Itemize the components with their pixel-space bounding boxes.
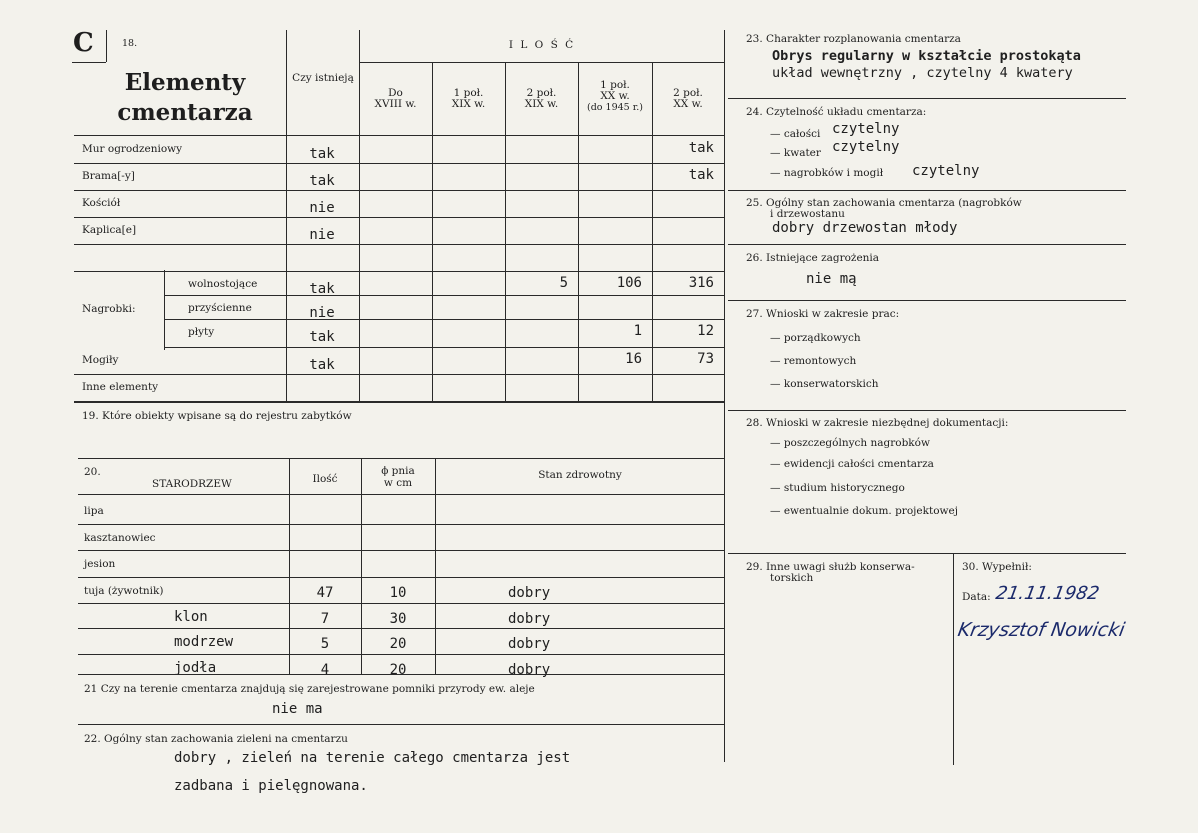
s20-col3 [435, 458, 436, 674]
s28-item3: — studium historycznego [770, 482, 905, 494]
s24-item2-value: czytelny [832, 139, 900, 155]
row-label-3: Kaplica[e] [82, 224, 137, 236]
tree-name-2: jesion [84, 558, 116, 570]
section-letter: C [73, 28, 94, 58]
row-5-col-2: 5 [559, 275, 568, 291]
row-7-col-4: 12 [697, 323, 714, 339]
s27-item2: — remontowych [770, 355, 857, 367]
tree-name-0: lipa [84, 505, 104, 517]
card-title-line2: cmentarza [117, 99, 253, 126]
s20-top [78, 458, 724, 459]
tree-line-5 [78, 654, 724, 655]
row-line-2 [74, 217, 724, 218]
s28-item4: — ewentualnie dokum. projektowej [770, 505, 958, 517]
row-czy-7: tak [309, 329, 335, 345]
tree-name-4: klon [174, 609, 208, 625]
s26-value: nie mą [806, 271, 857, 287]
tree-ilosc-5: 5 [320, 636, 330, 652]
tree-ilosc-6: 4 [320, 662, 330, 678]
tree-stan-3: dobry [508, 585, 551, 601]
row-7-col-3: 1 [633, 323, 642, 339]
tree-name-5: modrzew [174, 634, 234, 650]
s30-signature: Krzysztof Nowicki [956, 619, 1127, 641]
s25-value: dobry drzewostan młody [772, 220, 958, 236]
card-title [90, 68, 280, 128]
s20-col-pnia: ϕ pnia [381, 465, 415, 477]
s20-header-bottom [78, 494, 724, 495]
s30-date: 21.11.1982 [994, 583, 1101, 604]
s26-label: 26. Istniejące zagrożenia [746, 252, 880, 264]
row-line-1 [74, 190, 724, 191]
s24-item3-value: czytelny [912, 163, 980, 179]
row-line-7 [164, 347, 724, 348]
tree-pien-5: 20 [389, 636, 407, 652]
s29-s30-divider [953, 553, 954, 765]
s24-item3-label: — nagrobków i mogił [770, 167, 884, 179]
row-czy-5: tak [309, 281, 335, 297]
s19-top [74, 402, 724, 403]
tree-name-6: jodła [174, 660, 217, 676]
row-czy-6: nie [309, 305, 335, 321]
s22-label: 22. Ogólny stan zachowania zieleni na cmentarzu [84, 733, 348, 745]
tree-pien-6: 20 [389, 662, 407, 678]
row-line-6 [164, 319, 724, 320]
s27-item3: — konserwatorskich [770, 378, 879, 390]
letter-underline [72, 62, 106, 63]
field-number-18: 18. [122, 38, 138, 49]
row-1-col-4: tak [688, 167, 714, 183]
s24-item1-value: czytelny [832, 121, 900, 137]
row-czy-8: tak [309, 357, 335, 373]
nagrobki-divider [164, 270, 165, 350]
period-4-line1: 2 poł. [673, 87, 703, 99]
row-label-0: Mur ogrodzeniowy [82, 143, 183, 155]
s27-item1: — porządkowych [770, 332, 861, 344]
row-label-2: Kościół [82, 197, 121, 209]
row-line-5 [164, 295, 724, 296]
s23-line2: układ wewnętrzny , czytelny 4 kwatery [772, 65, 1073, 81]
period-3-line2: XX w. [600, 90, 630, 102]
s25-label1: 25. Ogólny stan zachowania cmentarza (nagrobków [746, 197, 1022, 209]
row-line-3 [74, 244, 724, 245]
period-1-line2: XIX w. [451, 98, 486, 110]
ilosc-header: I L O Ś Ć [508, 39, 576, 51]
s24-label: 24. Czytelność układu cmentarza: [746, 106, 927, 118]
row-line-4 [74, 271, 724, 272]
czy-istnieja-header: Czy istnieją [292, 72, 354, 84]
center-divider [724, 30, 725, 762]
row-czy-3: nie [309, 227, 335, 243]
s24-item2-label: — kwater [770, 147, 821, 159]
s20-col-ilosc: Ilość [312, 473, 338, 485]
period-4-line2: XX w. [673, 98, 703, 110]
row-0-col-4: tak [688, 140, 714, 156]
s30-data-label: Data: [962, 591, 991, 603]
s24-item1-label: — całości [770, 128, 821, 140]
row-8-col-3: 16 [625, 351, 642, 367]
row-czy-0: tak [309, 146, 335, 162]
s27-label: 27. Wnioski w zakresie prac: [746, 308, 900, 320]
tree-pien-4: 30 [389, 611, 407, 627]
s23-line1: Obrys regularny w kształcie prostokąta [772, 48, 1081, 64]
tree-pien-3: 10 [389, 585, 407, 601]
s26-top [728, 244, 1126, 245]
tree-line-0 [78, 524, 724, 525]
col-line-p2 [432, 62, 433, 402]
s28-item2: — ewidencji całości cmentarza [770, 458, 934, 470]
row-label-8: Mogiły [82, 354, 119, 366]
row-line-0 [74, 163, 724, 164]
col-line-p3 [505, 62, 506, 402]
s25-label2: i drzewostanu [770, 208, 845, 220]
s30-label: 30. Wypełnił: [962, 561, 1032, 573]
tree-name-1: kasztanowiec [84, 532, 156, 544]
tree-stan-6: dobry [508, 662, 551, 678]
tree-line-1 [78, 550, 724, 551]
s21-top [78, 674, 724, 675]
period-1-line1: 1 poł. [453, 87, 484, 99]
period-3-line1: 1 poł. [600, 79, 630, 91]
s28-item1: — poszczególnych nagrobków [770, 437, 930, 449]
row-5-col-4: 316 [688, 275, 714, 291]
tree-stan-5: dobry [508, 636, 551, 652]
s20-col-stan: Stan zdrowotny [538, 469, 622, 481]
s29-label2: torskich [770, 572, 814, 584]
s28-label: 28. Wnioski w zakresie niezbędnej dokumentacji: [746, 417, 1009, 429]
period-3-line3: (do 1945 r.) [587, 102, 643, 113]
s24-top [728, 98, 1126, 99]
table-header-bottom [74, 135, 724, 136]
row-czy-2: nie [309, 200, 335, 216]
tree-line-2 [78, 577, 724, 578]
period-2-line2: XIX w. [524, 98, 559, 110]
s21-answer: nie ma [272, 701, 323, 717]
row-label-5: wolnostojące [188, 278, 258, 290]
row-5-col-3: 106 [616, 275, 642, 291]
ilosc-underline [359, 62, 724, 63]
card-title-line1: Elementy [124, 69, 246, 96]
period-0-line2: XVIII w. [374, 98, 417, 110]
tree-ilosc-4: 7 [320, 611, 330, 627]
row-label-7: płyty [188, 326, 215, 338]
tree-line-4 [78, 628, 724, 629]
s22-line2: zadbana i pielęgnowana. [174, 778, 368, 794]
s29-top [728, 553, 1126, 554]
tree-ilosc-3: 47 [316, 585, 334, 601]
row-label-9: Inne elementy [82, 381, 159, 393]
tree-name-3: tuja (żywotnik) [84, 585, 164, 597]
s20-col-pnia2: w cm [383, 477, 413, 489]
s19-label: 19. Które obiekty wpisane są do rejestru zabytków [82, 410, 352, 422]
s21-label: 21 Czy na terenie cmentarza znajdują się zarejestrowane pomniki przyrody ew. aleje [84, 683, 535, 695]
row-8-col-4: 73 [697, 351, 714, 367]
nagrobki-label: Nagrobki: [82, 303, 136, 315]
s27-top [728, 300, 1126, 301]
s22-line1: dobry , zieleń na terenie całego cmentarza jest [174, 750, 571, 766]
row-czy-1: tak [309, 173, 335, 189]
s29-label1: 29. Inne uwagi służb konserwa- [746, 561, 915, 573]
tree-stan-4: dobry [508, 611, 551, 627]
s20-title: STARODRZEW [152, 478, 232, 490]
row-label-1: Brama[-y] [82, 170, 135, 182]
period-2-line1: 2 poł. [526, 87, 557, 99]
letter-divider [106, 30, 107, 62]
row-label-6: przyścienne [188, 302, 252, 314]
s28-top [728, 410, 1126, 411]
s20-number: 20. [84, 466, 101, 478]
s22-top [78, 724, 724, 725]
row-line-8 [74, 374, 724, 375]
tree-line-3 [78, 603, 724, 604]
s25-top [728, 190, 1126, 191]
s23-label: 23. Charakter rozplanowania cmentarza [746, 33, 961, 45]
period-0-line1: Do [388, 87, 403, 99]
